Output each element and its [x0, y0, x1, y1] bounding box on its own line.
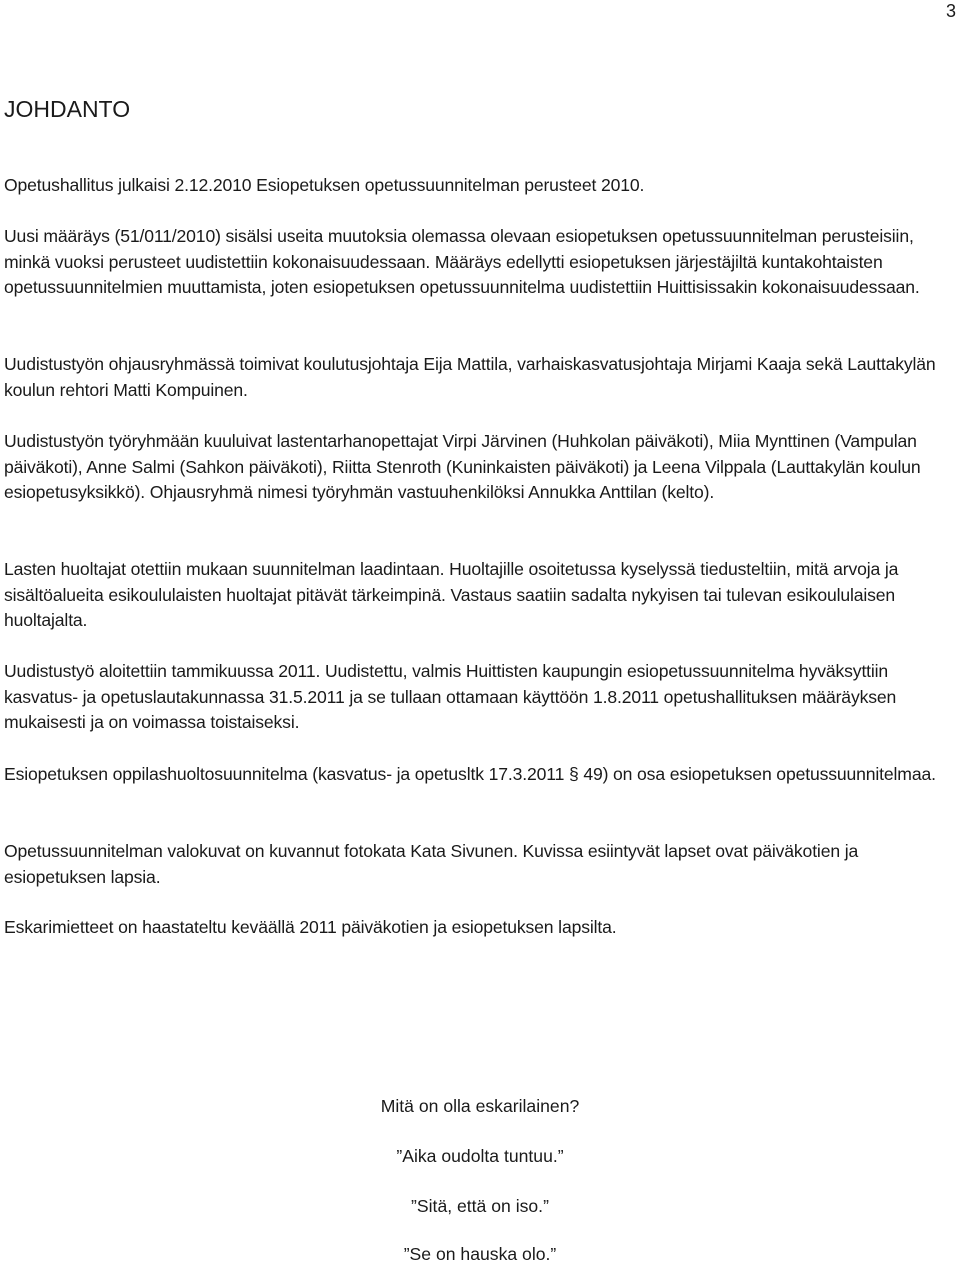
paragraph-photos: Opetussuunnitelman valokuvat on kuvannut fotokata Kata Sivunen. Kuvissa esiintyvät lapset ovat päiväkotien ja esiopetuksen lapsia.: [4, 841, 859, 887]
paragraph-working-group: Uudistustyön työryhmään kuuluivat lastentarhanopettajat Virpi Järvinen (Huhkolan päiväkoti), Miia Mynttinen (Vampulan päiväkoti), Anne Salmi (Sahkon päiväkoti), Riitta Stenroth (Kuninkaisten päiväkoti) ja Leena Vilppala (Lauttakylän koulun esiopetusyksikkö). Ohjausryhmä nimesi työryhmän vastuuhenkilöksi Annukka Anttilan (kelto).: [4, 431, 921, 502]
quote-line: ”Sitä, että on iso.”: [411, 1196, 549, 1216]
quote-line: ”Aika oudolta tuntuu.”: [396, 1146, 564, 1166]
quote-line: ”Se on hauska olo.”: [403, 1244, 557, 1264]
paragraph-timeline: Uudistustyö aloitettiin tammikuussa 2011. Uudistettu, valmis Huittisten kaupungin esiopetussuunnitelma hyväksyttiin kasvatus- ja opetuslautakunnassa 31.5.2011 ja se tullaan ottamaan käyttöön 1.8.2011 opetushallituksen määräyksen mukaisesti ja on voimassa toistaiseksi.: [4, 661, 897, 732]
page-heading: JOHDANTO: [4, 96, 131, 122]
paragraph-intro: Opetushallitus julkaisi 2.12.2010 Esiopetuksen opetussuunnitelman perusteet 2010.: [4, 175, 645, 195]
paragraph-new-regulation: Uusi määräys (51/011/2010) sisälsi useita muutoksia olemassa olevaan esiopetuksen opetussuunnitelman perusteisiin, minkä vuoksi perusteet uudistettiin kokonaisuudessaan. Määräys edellytti esiopetuksen järjestäjiltä kuntakohtaisten opetussuunnitelmien muuttamista, joten esiopetuksen opetussuunnitelma uudistettiin Huittisissakin kokonaisuudessaan.: [4, 226, 920, 297]
paragraph-steering-group: Uudistustyön ohjausryhmässä toimivat koulutusjohtaja Eija Mattila, varhaiskasvatusjohtaja Mirjami Kaaja sekä Lauttakylän koulun rehtori Matti Kompuinen.: [4, 354, 936, 400]
quote-question: Mitä on olla eskarilainen?: [380, 1096, 580, 1116]
paragraph-interviews: Eskarimietteet on haastateltu keväällä 2011 päiväkotien ja esiopetuksen lapsilta.: [4, 917, 617, 937]
page-number: 3: [945, 1, 956, 21]
paragraph-pupil-welfare-plan: Esiopetuksen oppilashuoltosuunnitelma (kasvatus- ja opetusltk 17.3.2011 § 49) on osa esiopetuksen opetussuunnitelmaa.: [4, 764, 936, 784]
paragraph-guardians: Lasten huoltajat otettiin mukaan suunnitelman laadintaan. Huoltajille osoitetussa kyselyssä tiedusteltiin, mitä arvoja ja sisältöalueita esikoululaisten huoltajat pitävät tärkeimpinä. Vastaus saatiin sadalta nykyisen tai tulevan esikoululaisen huoltajalta.: [4, 559, 899, 630]
